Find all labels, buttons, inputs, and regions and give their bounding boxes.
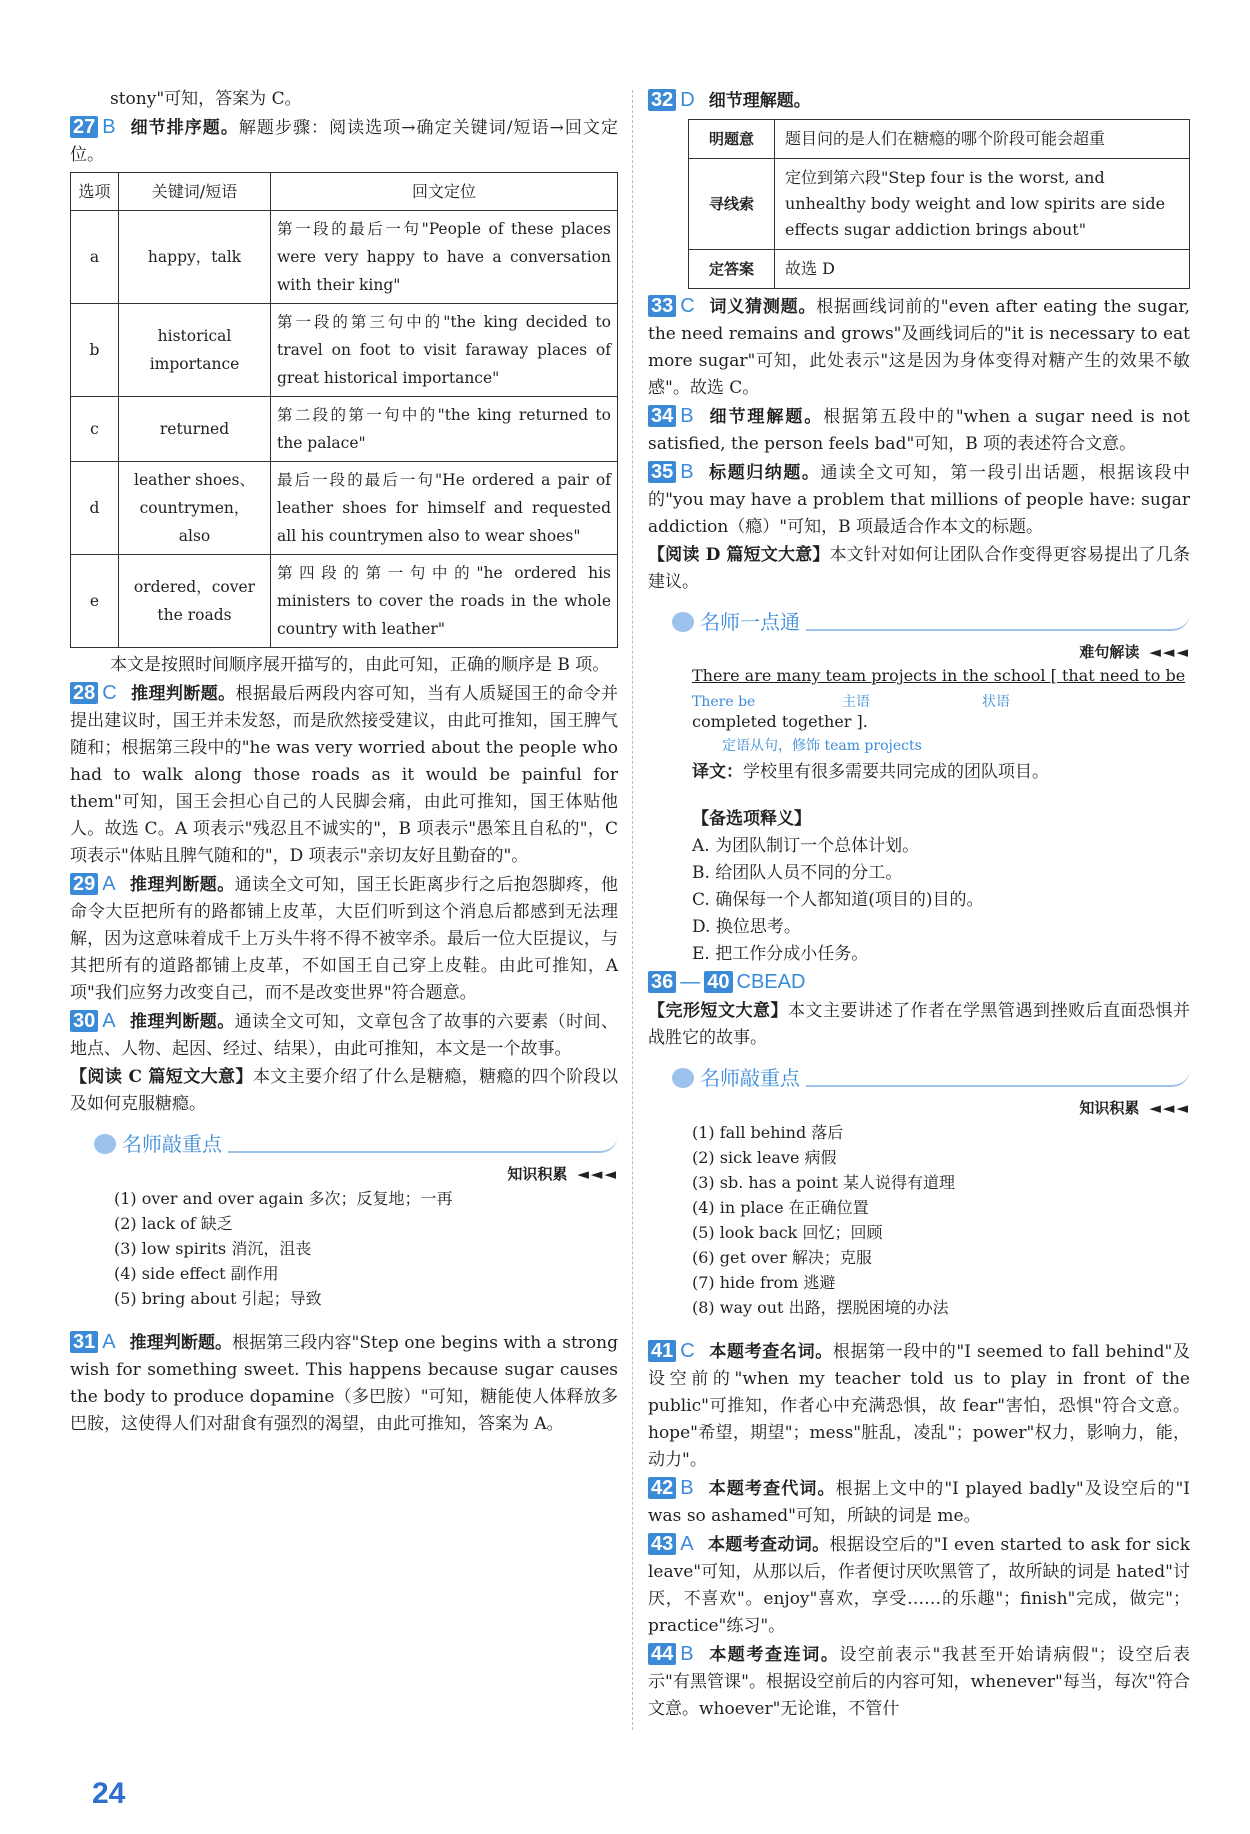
list-item: (2) sick leave 病假 — [692, 1148, 837, 1167]
table-row — [71, 462, 618, 555]
location-cell: 第四段的第一句中的"he ordered his ministers to cover the roads in the whole country with leather" — [271, 555, 618, 648]
question-42 — [648, 1475, 1190, 1530]
list-item: (4) in place 在正确位置 — [692, 1198, 869, 1217]
location-cell: 第二段的第一句中的"the king returned to the palace" — [271, 397, 618, 462]
explanation: 根据最后两段内容可知，当有人质疑国王的命令并提出建议时，国王并未发怒，而是欣然接受建议，由此可推知，国王脾气随和；根据第三段中的"he was very worried about the people who had to walk along those roads as it would be painful for them"可知，国王会担心自己的人民脚会痛，由此可推知，国王体贴他人。故选 C。A 项表示"残忍且不诚实的"，B 项表示"愚笨且自私的"，C 项表示"体贴且脾气随和的"，D 项表示"亲切友好且勤奋的"。 — [70, 684, 619, 866]
row-heading: 明题意 — [689, 120, 775, 159]
teacher-icon — [672, 1068, 694, 1088]
list-item: (8) way out 出路，摆脱困境的办法 — [692, 1298, 949, 1317]
triangle-arrows-icon: ◄◄◄ — [577, 1165, 618, 1183]
option-cell: e — [71, 555, 119, 648]
option-explanations — [648, 806, 1190, 968]
options-heading: 【备选项释义】 — [692, 809, 811, 829]
table-header: 选项 — [71, 173, 119, 211]
question-type: 推理判断题。 — [129, 875, 235, 895]
annotation: 状语 — [982, 694, 1010, 710]
subheading-text: 知识积累 — [1079, 1099, 1140, 1117]
difficult-sentence-heading — [648, 640, 1190, 664]
answer-letters: CBEAD — [736, 971, 806, 993]
list-item: (1) fall behind 落后 — [692, 1123, 844, 1142]
question-type: 本题考查代词。 — [707, 1479, 836, 1499]
continued-text: stony"可知，答案为 C。 — [110, 89, 302, 109]
question-32 — [648, 87, 1190, 115]
annotation-row — [692, 688, 1190, 710]
sentence-line: completed together ]. — [692, 712, 868, 731]
question-number: 33 — [648, 295, 676, 317]
question-type: 细节理解题。 — [707, 407, 824, 427]
summary-heading: 【阅读 C 篇短文大意】 — [70, 1067, 253, 1087]
list-item: (6) get over 解决；克服 — [692, 1248, 872, 1267]
answer-letter: B — [680, 1477, 694, 1499]
translation — [648, 759, 1190, 786]
answer-letter: A — [102, 1331, 116, 1353]
cloze-summary — [648, 998, 1190, 1052]
answer-letter: C — [680, 295, 695, 317]
table-row — [71, 397, 618, 462]
question-34 — [648, 403, 1190, 458]
explanation: 设空前表示"我甚至开始请病假"；设空后表示"有黑管课"。根据设空前后的内容可知，whenever"每当，每次"符合文意。whoever"无论谁，不管什 — [648, 1645, 1191, 1719]
translation-heading: 译文： — [692, 762, 743, 782]
range-dash: — — [680, 971, 701, 993]
question-number: 27 — [70, 116, 98, 138]
right-column — [648, 86, 1190, 1723]
list-item: (3) sb. has a point 某人说得有道理 — [692, 1173, 955, 1192]
list-item: A. 为团队制订一个总体计划。 — [692, 836, 920, 856]
answer-letter: A — [102, 873, 116, 895]
list-item: E. 把工作分成小任务。 — [692, 944, 869, 964]
list-item: (1) over and over again 多次；反复地；一再 — [114, 1189, 453, 1208]
question-number: 28 — [70, 682, 98, 704]
explanation: 根据第一段中的"I seemed to fall behind"及设空前的"when my teacher told us to play in front of the public"可推知，作者心中充满恐惧，故 fear"害怕，恐惧"符合文意。hope"希望，期望"；mess"脏乱，凌乱"；power"权力，影响力，能，动力"。 — [648, 1342, 1190, 1470]
answer-letter: A — [102, 1010, 116, 1032]
knowledge-list — [70, 1186, 618, 1311]
sentence-analysis — [648, 664, 1190, 758]
question-28 — [70, 680, 618, 870]
question-type: 本题考查动词。 — [707, 1535, 830, 1555]
summary-text: 本文主要介绍了什么是糖瘾，糖瘾的四个阶段以及如何克服糖瘾。 — [70, 1067, 619, 1114]
answer-letter: B — [680, 1643, 694, 1665]
question-number: 41 — [648, 1340, 676, 1362]
page-number: 24 — [92, 1777, 126, 1810]
answer-letter: C — [102, 682, 117, 704]
teacher-tips-bar-2 — [672, 1062, 1190, 1094]
explanation: 通读全文可知，第一段引出话题，根据该段中的"you may have a problem that millions of people have: sugar addiction（瘾）"可知，B 项最适合作本文的标题。 — [648, 463, 1191, 537]
knowledge-list — [648, 1120, 1190, 1320]
keyword-cell: ordered，cover the roads — [119, 555, 271, 648]
table-row — [71, 304, 618, 397]
question-type: 细节理解题。 — [708, 91, 811, 111]
teacher-point-bar — [672, 606, 1190, 638]
explanation: 通读全文可知，文章包含了故事的六要素（时间、地点、人物、起因、经过、结果），由此可推知，本文是一个故事。 — [70, 1012, 619, 1059]
column-divider — [632, 90, 633, 1730]
explanation: 根据第三段内容"Step one begins with a strong wish for something sweet. This happens because sugar causes the body to produce dopamine（多巴胺）"可知，糖能使人体释放多巴胺，这使得人们对甜食有强烈的渴望，由此可推知，答案为 A。 — [70, 1333, 618, 1434]
question-number: 31 — [70, 1331, 98, 1353]
explanation: 根据第五段中的"when a sugar need is not satisfied, the person feels bad"可知，B 项的表述符合文意。 — [648, 407, 1190, 454]
location-cell: 最后一段的最后一句"He ordered a pair of leather shoes for himself and requested all his countrymen also to wear shoes" — [271, 462, 618, 555]
table-row — [689, 120, 1190, 159]
list-item: C. 确保每一个人都知道(项目的)目的。 — [692, 890, 984, 910]
explanation: 根据画线词前的"even after eating the sugar, the need remains and grows"及画线词后的"it is necessary to eat more sugar"可知，此处表示"这是因为身体变得对糖产生的效果不敏感"。故选 C。 — [648, 297, 1191, 398]
answer-letter: A — [680, 1533, 694, 1555]
table-row — [689, 159, 1190, 250]
question-number: 35 — [648, 461, 676, 483]
question-number: 42 — [648, 1477, 676, 1499]
question-type: 本题考查名词。 — [708, 1342, 833, 1362]
question-43 — [648, 1531, 1190, 1640]
sentence-line: There are many team projects in the school [ that need to be — [692, 666, 1186, 685]
questions-36-40 — [648, 969, 1190, 997]
bar-title: 名师敲重点 — [122, 1131, 222, 1156]
keyword-cell: returned — [119, 397, 271, 462]
keyword-cell: leather shoes、countrymen，also — [119, 462, 271, 555]
teacher-icon — [94, 1134, 116, 1154]
table-row — [71, 211, 618, 304]
keyword-table — [70, 172, 618, 648]
question-type: 推理判断题。 — [129, 1333, 233, 1353]
question-number: 34 — [648, 405, 676, 427]
row-text: 定位到第六段"Step four is the worst, and unhealthy body weight and low spirits are side effects sugar addiction brings about" — [775, 159, 1190, 250]
answer-letter: D — [680, 89, 695, 111]
bar-line — [806, 1069, 1190, 1087]
summary-text: 本文主要讲述了作者在学黑管遇到挫败后直面恐惧并战胜它的故事。 — [648, 1001, 1190, 1048]
question-27 — [70, 114, 618, 169]
list-item: (7) hide from 逃避 — [692, 1273, 836, 1292]
list-item: (4) side effect 副作用 — [114, 1264, 279, 1283]
summary-text: 本文针对如何让团队合作变得更容易提出了几条建议。 — [648, 545, 1190, 592]
bar-title: 名师一点通 — [700, 609, 800, 634]
annotation: There be — [692, 694, 756, 710]
option-cell: c — [71, 397, 119, 462]
table-conclusion: 本文是按照时间顺序展开描写的，由此可知，正确的顺序是 B 项。 — [110, 655, 610, 675]
analysis-table — [688, 119, 1190, 289]
triangle-arrows-icon: ◄◄◄ — [1149, 1099, 1190, 1117]
question-number: 43 — [648, 1533, 676, 1555]
question-type: 推理判断题。 — [129, 1012, 235, 1032]
annotation: 定语从句，修饰 team projects — [722, 738, 922, 754]
table-header: 回文定位 — [271, 173, 618, 211]
question-33 — [648, 293, 1190, 402]
question-number: 32 — [648, 89, 676, 111]
row-heading: 定答案 — [689, 250, 775, 289]
explanation: 解题步骤：阅读选项→确定关键词/短语→回文定位。 — [70, 118, 618, 165]
knowledge-heading — [70, 1162, 618, 1186]
left-column — [70, 86, 618, 1438]
explanation: 通读全文可知，国王长距离步行之后抱怨脚疼，他命令大臣把所有的路都铺上皮革，大臣们听到这个消息后都感到无法理解，因为这意味着成千上万头牛将不得不被宰杀。最后一位大臣提议，与其把所有的道路都铺上皮革，不如国王自己穿上皮鞋。由此可推知，A 项"我们应努力改变自己，而不是改变世界"符合题意。 — [70, 875, 619, 1003]
question-44 — [648, 1641, 1190, 1723]
question-number: 29 — [70, 873, 98, 895]
list-item: D. 换位思考。 — [692, 917, 801, 937]
bar-line — [228, 1135, 618, 1153]
question-type: 本题考查连词。 — [707, 1645, 840, 1665]
knowledge-heading — [648, 1096, 1190, 1120]
question-30 — [70, 1008, 618, 1063]
annotation: 主语 — [842, 694, 870, 710]
answer-letter: B — [680, 461, 694, 483]
row-text: 题目问的是人们在糖瘾的哪个阶段可能会超重 — [775, 120, 1190, 159]
reading-c-summary — [70, 1064, 618, 1118]
question-type: 词义猜测题。 — [708, 297, 817, 317]
answer-letter: B — [102, 116, 116, 138]
question-number: 40 — [704, 971, 732, 993]
summary-heading: 【阅读 D 篇短文大意】 — [648, 545, 830, 565]
row-text: 故选 D — [775, 250, 1190, 289]
table-header: 关键词/短语 — [119, 173, 271, 211]
bar-title: 名师敲重点 — [700, 1065, 800, 1090]
question-number: 36 — [648, 971, 676, 993]
subheading-text: 难句解读 — [1079, 643, 1140, 661]
list-item: (2) lack of 缺乏 — [114, 1214, 233, 1233]
option-cell: b — [71, 304, 119, 397]
question-29 — [70, 871, 618, 1007]
list-item: B. 给团队人员不同的分工。 — [692, 863, 903, 883]
question-type: 细节排序题。 — [129, 118, 239, 138]
list-item: (5) look back 回忆；回顾 — [692, 1223, 883, 1242]
explanation: 根据设空后的"I even started to ask for sick leave"可知，从那以后，作者便讨厌吹黑管了，故所缺的词是 hated"讨厌，不喜欢"。enjoy"喜欢，享受……的乐趣"；finish"完成，做完"；practice"练习"。 — [648, 1535, 1191, 1636]
list-item: (5) bring about 引起；导致 — [114, 1289, 322, 1308]
question-number: 30 — [70, 1010, 98, 1032]
teacher-tips-bar — [94, 1128, 618, 1160]
keyword-cell: historical importance — [119, 304, 271, 397]
summary-heading: 【完形短文大意】 — [648, 1001, 788, 1021]
question-type: 标题归纳题。 — [707, 463, 821, 483]
table-row — [689, 250, 1190, 289]
question-number: 44 — [648, 1643, 676, 1665]
question-41 — [648, 1338, 1190, 1474]
reading-d-summary — [648, 542, 1190, 596]
answer-letter: B — [680, 405, 694, 427]
location-cell: 第一段的最后一句"People of these places were very happy to have a conversation with their king" — [271, 211, 618, 304]
option-cell: a — [71, 211, 119, 304]
question-type: 推理判断题。 — [130, 684, 236, 704]
question-31 — [70, 1329, 618, 1438]
row-heading: 寻线索 — [689, 159, 775, 250]
table-row — [71, 555, 618, 648]
option-cell: d — [71, 462, 119, 555]
list-item: (3) low spirits 消沉，沮丧 — [114, 1239, 312, 1258]
teacher-icon — [672, 612, 694, 632]
question-35 — [648, 459, 1190, 541]
triangle-arrows-icon: ◄◄◄ — [1149, 643, 1190, 661]
keyword-cell: happy，talk — [119, 211, 271, 304]
translation-text: 学校里有很多需要共同完成的团队项目。 — [743, 762, 1049, 782]
subheading-text: 知识积累 — [507, 1165, 568, 1183]
bar-line — [806, 613, 1190, 631]
location-cell: 第一段的第三句中的"the king decided to travel on foot to visit faraway places of great historical importance" — [271, 304, 618, 397]
answer-letter: C — [680, 1340, 695, 1362]
explanation: 根据上文中的"I played badly"及设空后的"I was so ashamed"可知，所缺的词是 me。 — [648, 1479, 1191, 1526]
